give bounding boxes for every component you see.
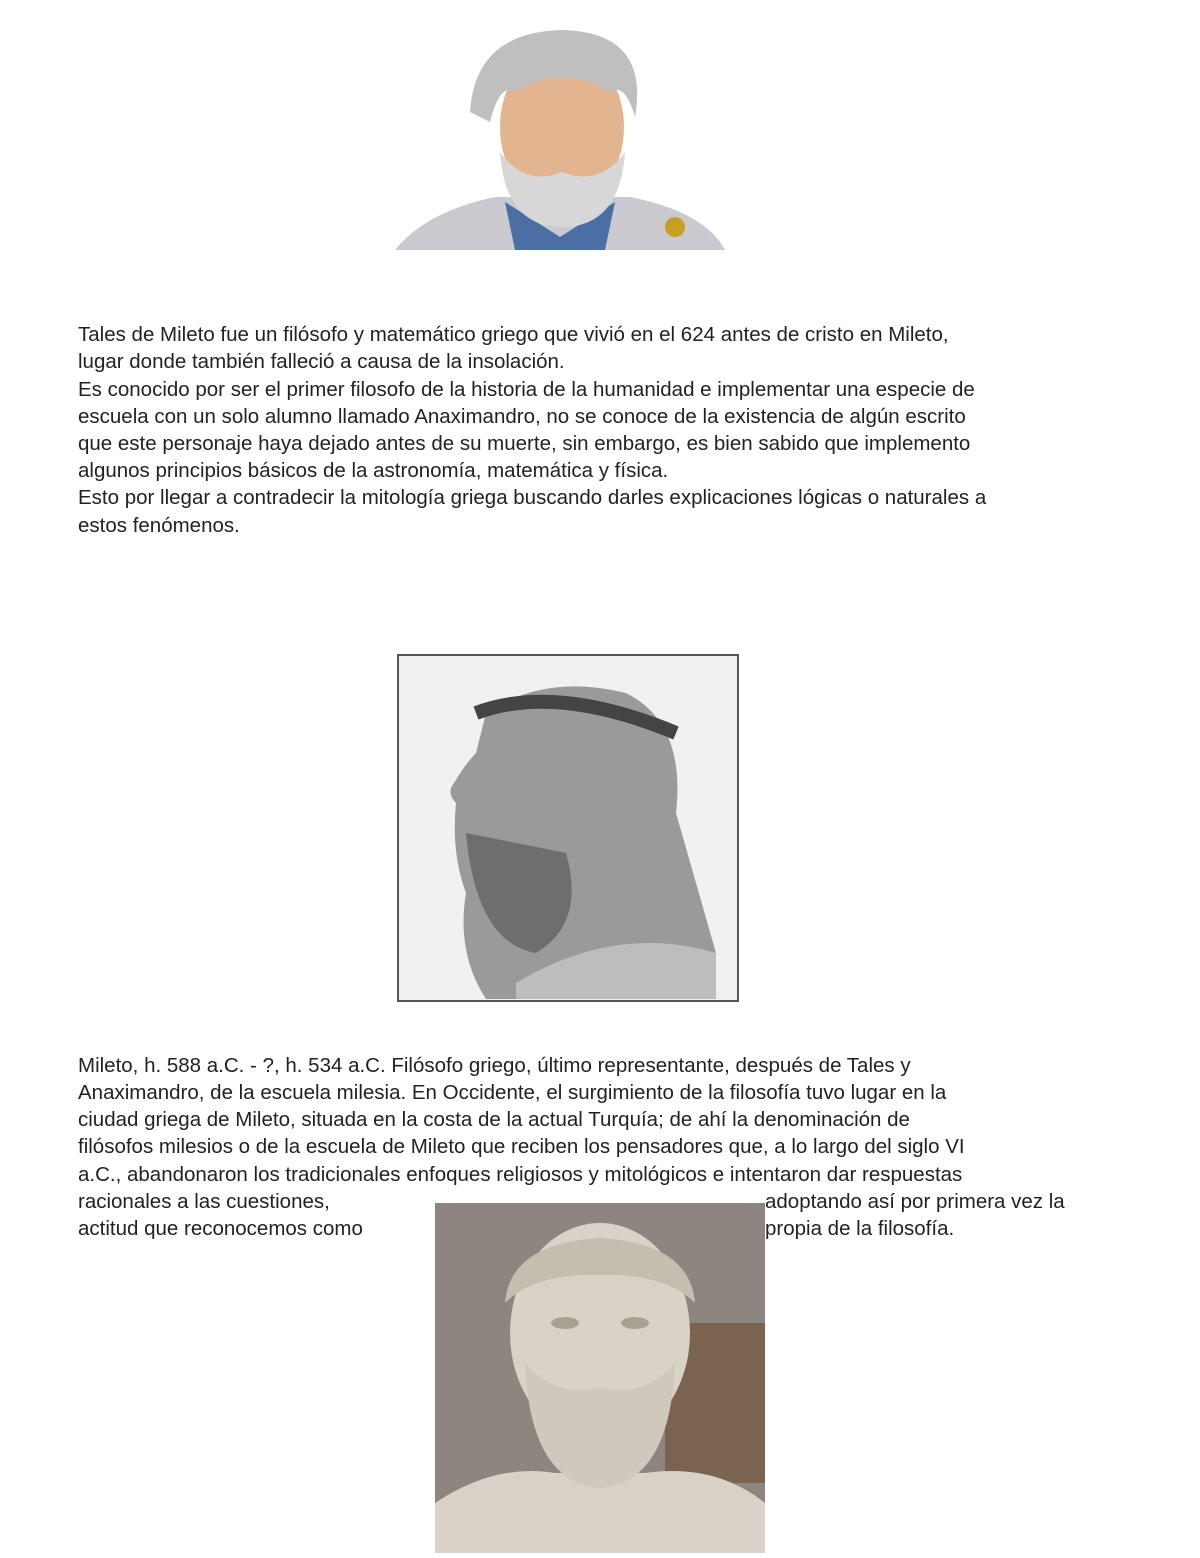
paragraph1-line: escuela con un solo alumno llamado Anaximandro, no se conoce de la existencia de algún escrito (78, 405, 966, 428)
philosopher-bust-photo (435, 1203, 765, 1553)
paragraph2-line: Anaximandro, de la escuela milesia. En Occidente, el surgimiento de la filosofía tuvo lugar en la (78, 1081, 947, 1104)
paragraph1-line: algunos principios básicos de la astronomía, matemática y física. (78, 459, 669, 482)
paragraph1-line: estos fenómenos. (78, 514, 240, 537)
paragraph2-line: a.C., abandonaron los tradicionales enfoques religiosos y mitológicos e intentaron dar respuestas (78, 1163, 963, 1186)
paragraph2-line-right: adoptando así por primera vez la (765, 1190, 1065, 1213)
paragraph2-line: filósofos milesios o de la escuela de Mileto que reciben los pensadores que, a lo largo del siglo VI (78, 1135, 965, 1158)
paragraph2-line-left: actitud que reconocemos como (78, 1217, 363, 1240)
philosopher-portrait-illustration (385, 22, 740, 250)
paragraph1-line: que este personaje haya dejado antes de su muerte, sin embargo, es bien sabido que implemento (78, 432, 971, 455)
paragraph2-line-right: propia de la filosofía. (765, 1217, 955, 1240)
paragraph1-line: Esto por llegar a contradecir la mitología griega buscando darles explicaciones lógicas o naturales a (78, 486, 987, 509)
philosopher-engraving-image (396, 653, 740, 1003)
paragraph1-line: Tales de Mileto fue un filósofo y matemático griego que vivió en el 624 antes de cristo en Mileto, (78, 323, 949, 346)
paragraph2-line: ciudad griega de Mileto, situada en la costa de la actual Turquía; de ahí la denominación de (78, 1108, 910, 1131)
paragraph2-line-left: racionales a las cuestiones, (78, 1190, 330, 1213)
paragraph1-line: lugar donde también falleció a causa de la insolación. (78, 350, 565, 373)
paragraph2-line: Mileto, h. 588 a.C. - ?, h. 534 a.C. Filósofo griego, último representante, después de Tales y (78, 1054, 911, 1077)
paragraph1-line: Es conocido por ser el primer filosofo de la historia de la humanidad e implementar una especie de (78, 378, 975, 401)
